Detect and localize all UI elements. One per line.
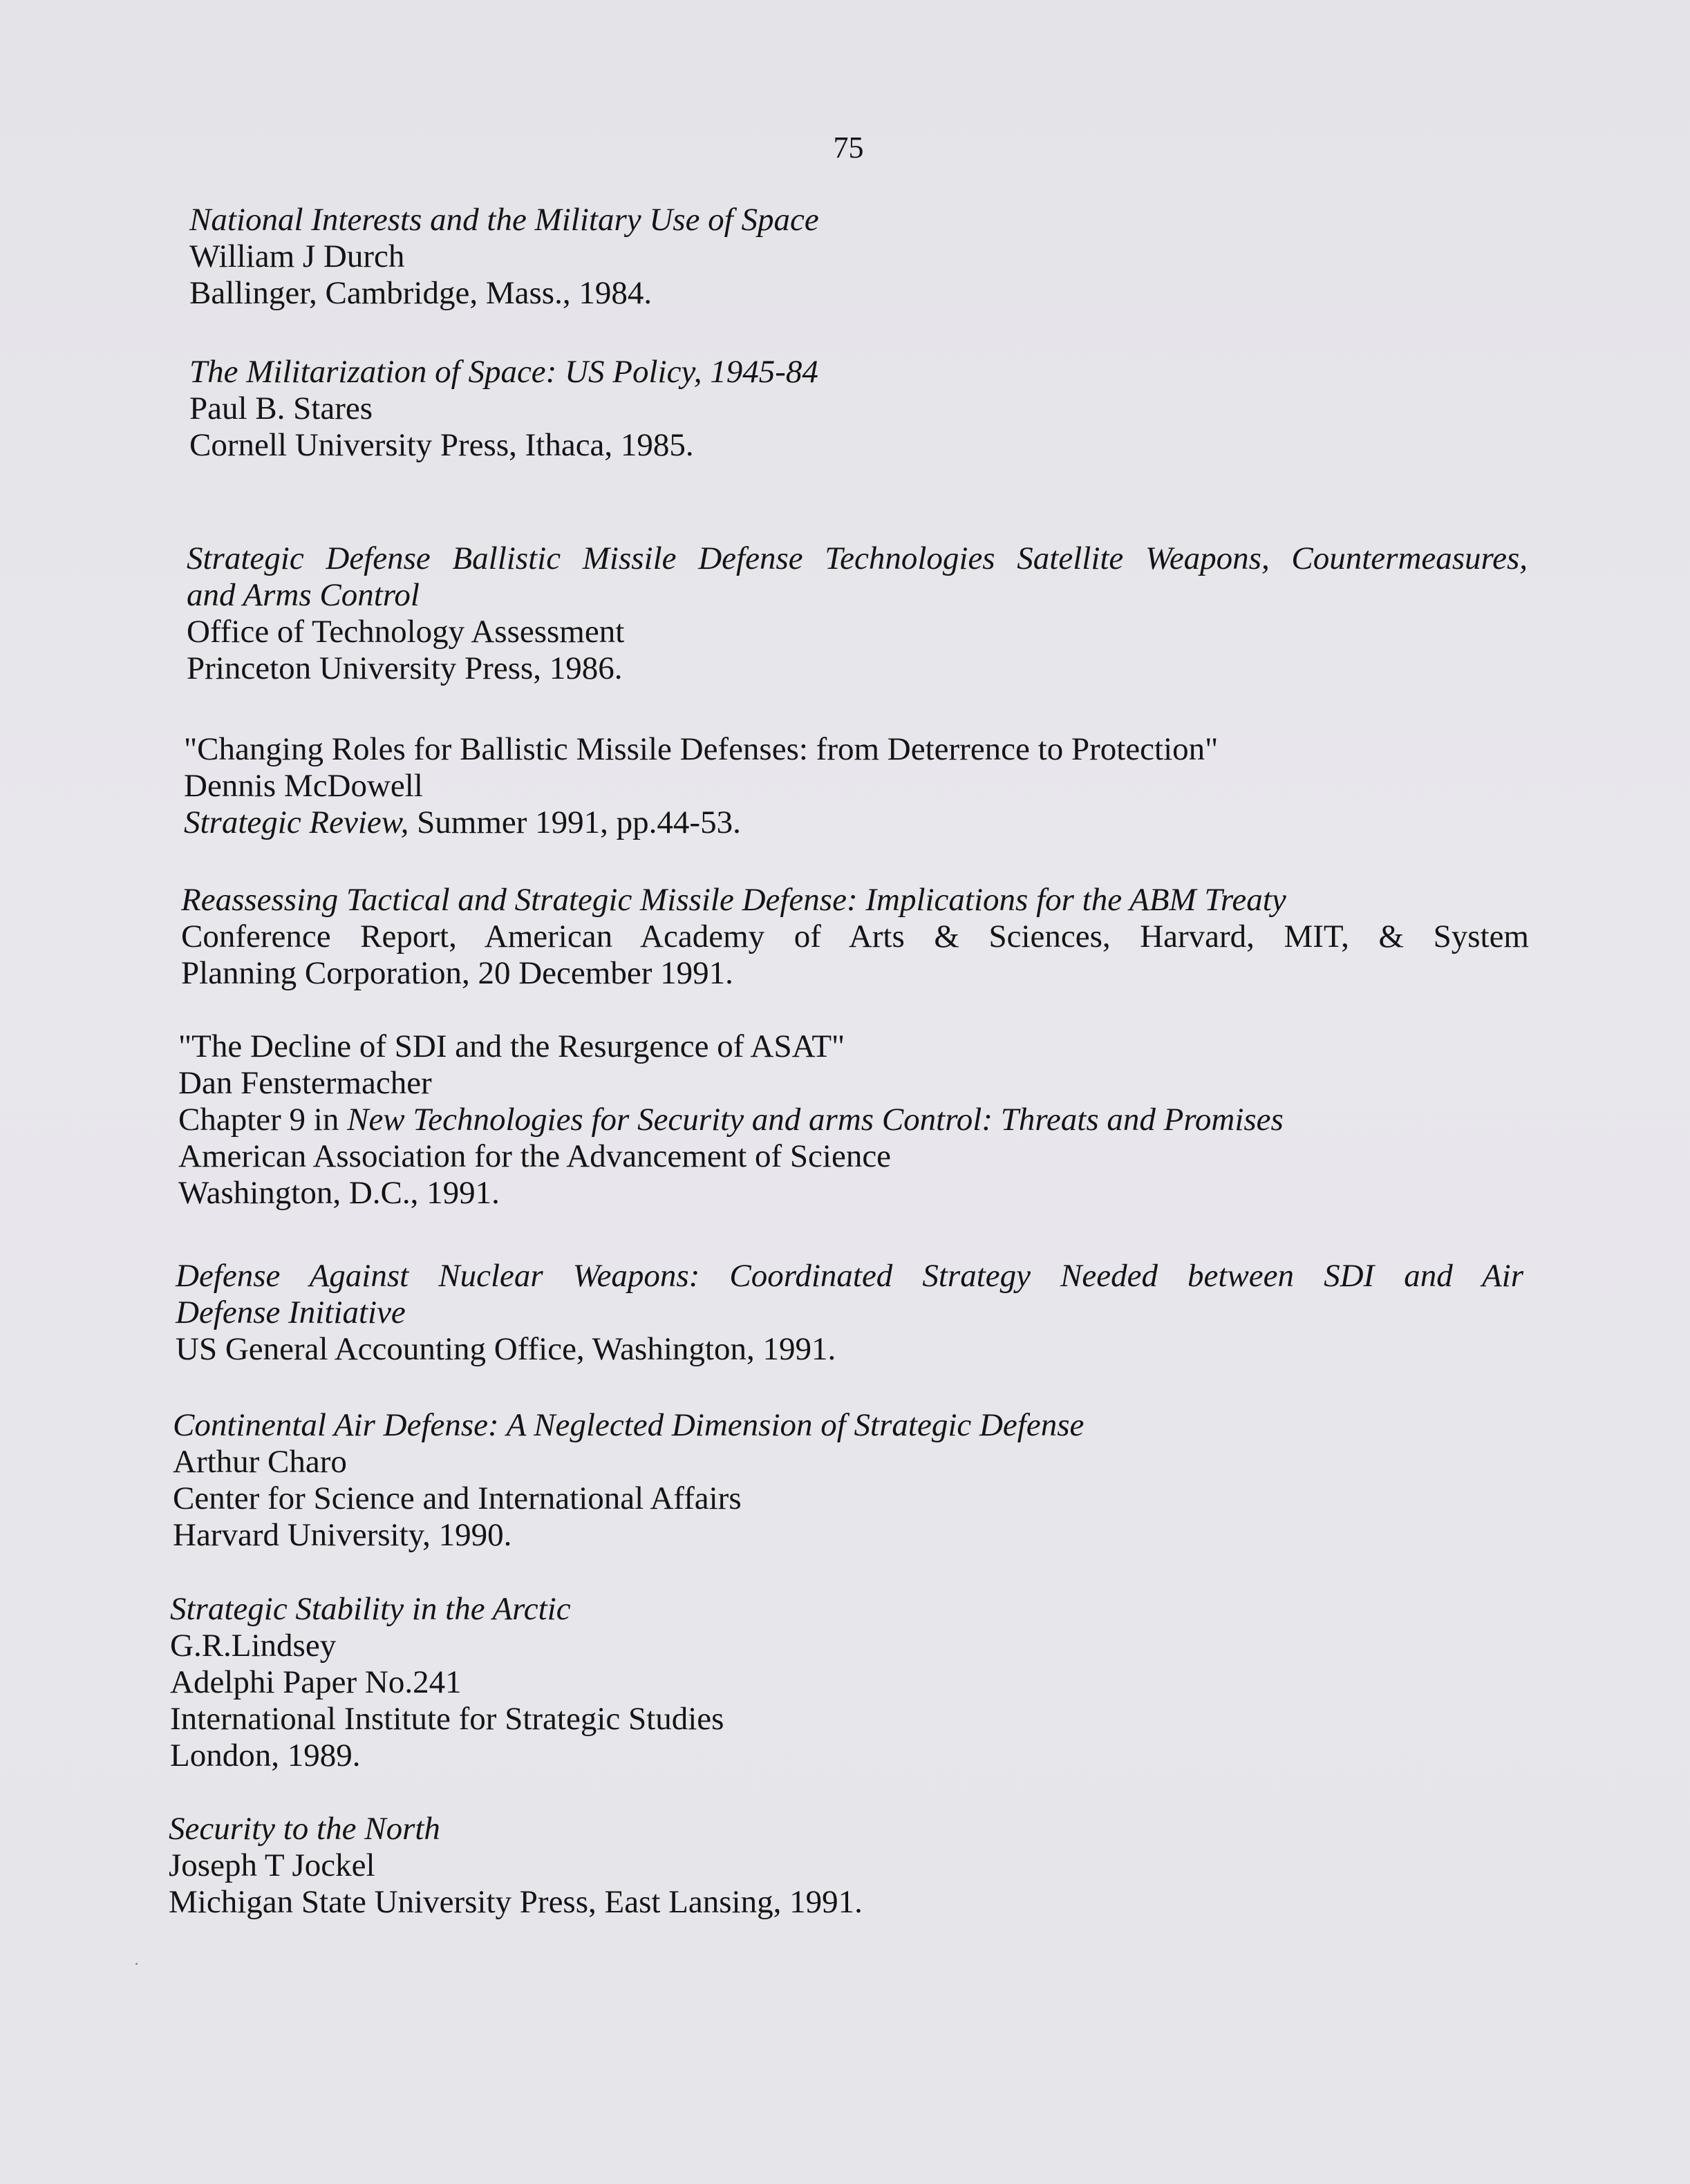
entry-author: Paul B. Stares <box>189 390 373 426</box>
bibliography-entry <box>176 1258 1523 1368</box>
paper-speck <box>135 1963 138 1965</box>
entry-publication: US General Accounting Office, Washington, 1991. <box>176 1331 836 1367</box>
entry-title-continued: and Arms Control <box>187 577 420 613</box>
entry-place: Washington, D.C., 1991. <box>178 1175 500 1211</box>
bibliography-entry <box>184 731 1218 841</box>
page-number: 75 <box>833 131 864 164</box>
entry-publication: Princeton University Press, 1986. <box>187 650 623 686</box>
bibliography-entry <box>189 202 819 312</box>
bibliography-entry <box>181 882 1529 992</box>
entry-title: Reassessing Tactical and Strategic Missile Defense: Implications for the ABM Treaty <box>181 882 1286 918</box>
entry-title: "Changing Roles for Ballistic Missile Defenses: from Deterrence to Protection" <box>184 731 1219 767</box>
entry-author: G.R.Lindsey <box>170 1628 337 1664</box>
entry-title: Strategic Stability in the Arctic <box>170 1591 571 1627</box>
entry-author: Dennis McDowell <box>184 768 423 804</box>
entry-author: Arthur Charo <box>173 1444 347 1480</box>
bibliography-entry <box>178 1028 1284 1212</box>
entry-place: London, 1989. <box>170 1738 361 1773</box>
entry-place: Harvard University, 1990. <box>173 1517 512 1553</box>
entry-title: Continental Air Defense: A Neglected Dimension of Strategic Defense <box>173 1407 1085 1443</box>
entry-publication: Ballinger, Cambridge, Mass., 1984. <box>189 275 652 311</box>
entry-chapter-prefix: Chapter 9 in <box>178 1102 348 1138</box>
bibliography-entry <box>170 1591 724 1774</box>
bibliography-entry <box>187 540 1528 687</box>
entry-author: Office of Technology Assessment <box>187 614 625 650</box>
entry-title: Security to the North <box>169 1811 440 1847</box>
entry-title: Strategic Defense Ballistic Missile Defense Technologies Satellite Weapons, Countermeasures, <box>187 540 1528 576</box>
entry-organization: Center for Science and International Affairs <box>173 1480 742 1516</box>
entry-details-continued: Planning Corporation, 20 December 1991. <box>181 955 733 991</box>
entry-chapter-line <box>178 1102 1284 1138</box>
bibliography-entry <box>169 1811 863 1921</box>
entry-author: Joseph T Jockel <box>169 1847 375 1883</box>
entry-series: Adelphi Paper No.241 <box>170 1664 462 1700</box>
entry-title: The Militarization of Space: US Policy, 1945-84 <box>189 354 818 390</box>
entry-journal: Strategic Review, <box>184 804 409 840</box>
bibliography-entry <box>173 1407 1084 1554</box>
entry-title-continued: Defense Initiative <box>176 1295 406 1330</box>
entry-issue: Summer 1991, pp.44-53. <box>409 804 741 840</box>
entry-details: Conference Report, American Academy of Arts & Sciences, Harvard, MIT, & System <box>181 919 1529 954</box>
entry-title: Defense Against Nuclear Weapons: Coordinated Strategy Needed between SDI and Air <box>176 1258 1523 1294</box>
entry-organization: International Institute for Strategic Studies <box>170 1701 724 1737</box>
entry-book-title: New Technologies for Security and arms Control: Threats and Promises <box>347 1102 1284 1138</box>
entry-publication: Michigan State University Press, East Lansing, 1991. <box>169 1884 863 1920</box>
entry-title: National Interests and the Military Use of Space <box>189 202 819 238</box>
entry-author: William J Durch <box>189 238 405 274</box>
entry-organization: American Association for the Advancement of Science <box>178 1138 892 1174</box>
entry-title: "The Decline of SDI and the Resurgence of ASAT" <box>178 1028 845 1064</box>
entry-journal-line <box>184 804 1218 841</box>
bibliography-entry <box>189 354 818 464</box>
entry-author: Dan Fenstermacher <box>178 1065 432 1101</box>
entry-publication: Cornell University Press, Ithaca, 1985. <box>189 427 694 463</box>
